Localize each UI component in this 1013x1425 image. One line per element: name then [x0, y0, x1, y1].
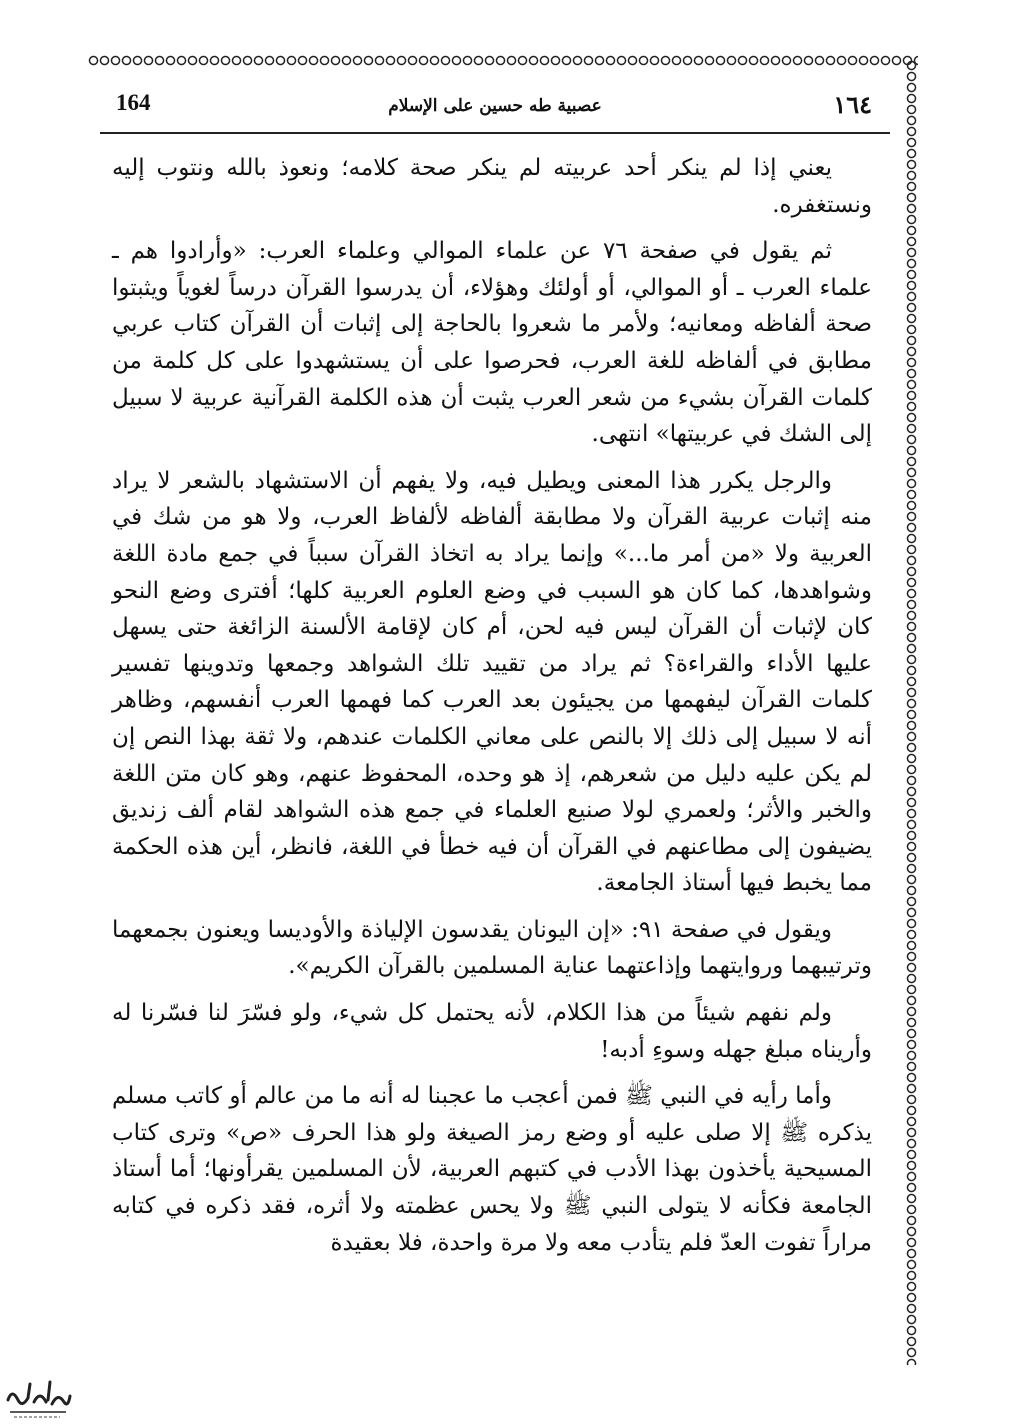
page-header: [100, 80, 890, 134]
paragraph-5: ولم نفهم شيئاً من هذا الكلام، لأنه يحتمل كل شيء، ولو فسّرَ لنا فسّرنا له وأريناه مبلغ جهله وسوءِ أدبه!: [112, 1000, 872, 1063]
paragraph-4: ويقول في صفحة ٩١: «إن اليونان يقدسون الإلياذة والأوديسا ويعنون بجمعهما وترتيبهما وروايتهما وإذاعتهما عناية المسلمين بالقرآن الكريم».: [112, 916, 872, 980]
paragraph-1: يعني إذا لم ينكر أحد عربيته لم ينكر صحة كلامه؛ ونعوذ بالله ونتوب إليه ونستغفره.: [112, 155, 872, 218]
paragraph-3: والرجل يكرر هذا المعنى ويطيل فيه، ولا يفهم أن الاستشهاد بالشعر لا يراد منه إثبات عربية القرآن ولا مطابقة ألفاظه لألفاظ العرب، ولا هو من شك في العربية ولا «من أمر ما...» وإنما يراد به اتخاذ القرآن سبباً في جمع مادة اللغة وشواهدها، كما كان هو السبب في وضع العلوم العربية كلها؛ أفترى وضع النحو كان لإثبات أن القرآن ليس فيه لحن، أم كان لإقامة الألسنة الزائغة حتى يسهل عليها الأداء والقراءة؟ ثم يراد من تقييد تلك الشواهد وجمعها وتدوينها تفسير كلمات القرآن ليفهمها من يجيئون بعد العرب كما فهمها العرب أنفسهم، وظاهر أنه لا سبيل إلى ذلك إلا بالنص على معاني الكلمات عندهم، ولا ثقة بهذا النص إن لم يكن عليه دليل من شعرهم، إذ هو وحده، المحفوظ عنهم، وهو كان متن اللغة والخبر والأثر؛ ولعمري لولا صنيع العلماء في جمع هذه الشواهد لقام ألف زنديق يضيفون إلى مطاعنهم في القرآن أن فيه خطأ في اللغة، فانظر، أين هذه الحكمة مما يخبط فيها أستاذ الجامعة.: [112, 467, 872, 897]
running-title: عصبية طه حسين على الإسلام: [388, 96, 602, 116]
decorative-border-right: [900, 60, 922, 1365]
decorative-border-top: [88, 50, 918, 72]
body-text: [112, 150, 872, 1271]
calligraphy-stamp-logo: [2, 1370, 74, 1422]
paragraph-6: وأما رأيه في النبي ﷺ فمن أعجب ما عجبنا له أنه ما من عالم أو كاتب مسلم يذكره ﷺ إلا صلى عليه أو وضع رمز الصيغة ولو هذا الحرف «ص» وترى كتاب المسيحية يأخذون بهذا الأدب في كتبهم العربية، لأن المسلمين يقرأونها؛ أما أستاذ الجامعة فكأنه لا يتولى النبي ﷺ ولا يحس عظمته ولا أثره، فقد ذكره في كتابه مراراً تفوت العدّ فلم يتأدب معه ولا مرة واحدة، فلا بعقيدة: [112, 1083, 872, 1256]
page-number-latin: 164: [116, 90, 151, 115]
paragraph-2: ثم يقول في صفحة ٧٦ عن علماء الموالي وعلماء العرب: «وأرادوا هم ـ علماء العرب ـ أو الموالي، أو أولئك وهؤلاء، أن يدرسوا القرآن درساً لغوياً ويثبتوا صحة ألفاظه ومعانيه؛ ولأمر ما شعروا بالحاجة إلى إثبات أن القرآن كتاب عربي مطابق في ألفاظه للغة العرب، فحرصوا على أن يستشهدوا على كل كلمة من كلمات القرآن بشيء من شعر العرب يثبت أن هذه الكلمة القرآنية عربية لا سبيل إلى الشك في عربيتها» انتهى.: [112, 238, 872, 448]
page-number-arabic: ١٦٤: [833, 90, 872, 119]
